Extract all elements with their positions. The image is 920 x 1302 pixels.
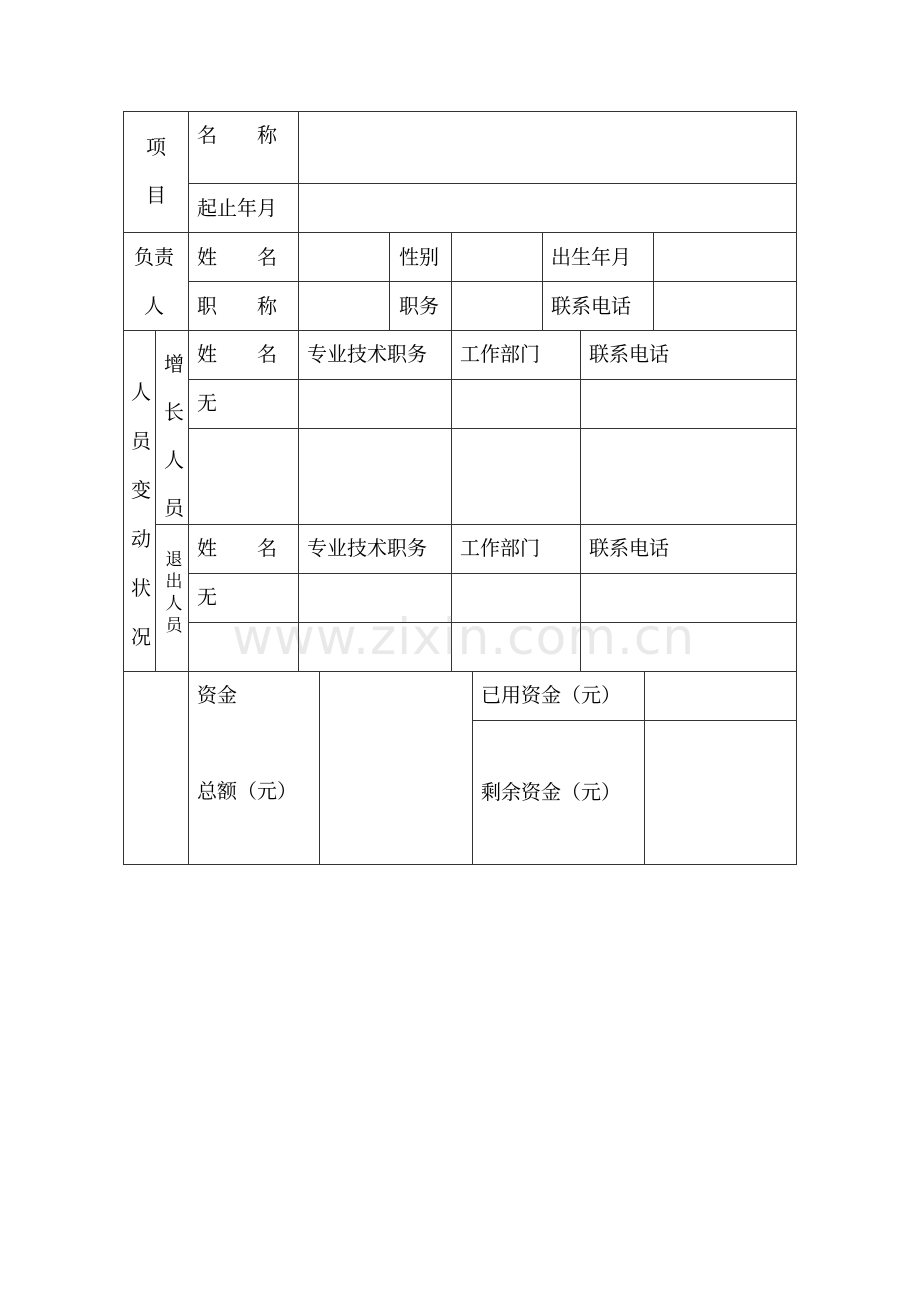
staff-change-char: 变: [131, 478, 151, 502]
leader-title-label: 职 称: [197, 294, 277, 318]
grid-line: [451, 232, 452, 331]
grid-line: [644, 671, 645, 865]
grid-line: [472, 671, 473, 865]
grid-line: [188, 111, 189, 865]
added-header-name: 姓 名: [197, 342, 277, 366]
project-label: [144, 123, 168, 219]
grid-line: [188, 379, 797, 380]
grid-line: [188, 183, 797, 184]
grid-line: [472, 720, 797, 721]
funds-used-label: 已用资金（元）: [481, 683, 621, 707]
exited-header-department: 工作部门: [460, 536, 540, 560]
grid-line: [298, 232, 299, 331]
grid-line: [123, 232, 797, 233]
project-label-char: 目: [146, 183, 166, 207]
watermark-text: www.zixin.com.cn: [232, 608, 696, 666]
leader-label-line2: 人: [144, 294, 164, 318]
funds-remaining-label: 剩余资金（元）: [481, 780, 621, 804]
leader-label-line1: 负责: [134, 245, 174, 269]
exited-header-phone: 联系电话: [589, 536, 669, 560]
staff-change-char: 状: [131, 576, 151, 600]
grid-line: [319, 671, 320, 865]
added-staff-char: 人: [164, 448, 184, 472]
grid-line: [123, 671, 797, 672]
exited-row-value: 无: [197, 585, 217, 609]
grid-line: [188, 281, 797, 282]
added-header-title: 专业技术职务: [307, 342, 427, 366]
project-period-label: 起止年月: [197, 196, 277, 220]
exited-staff-char: 员: [165, 616, 183, 636]
grid-line: [123, 330, 797, 331]
grid-line: [155, 330, 156, 672]
leader-phone-label: 联系电话: [551, 294, 631, 318]
grid-line: [155, 524, 797, 525]
grid-line: [542, 232, 543, 331]
added-row-value: 无: [197, 391, 217, 415]
added-staff-char: 增: [164, 352, 184, 376]
exited-staff-label: [163, 549, 185, 637]
exited-header-title: 专业技术职务: [307, 536, 427, 560]
project-label-char: 项: [146, 135, 166, 159]
grid-line: [653, 232, 654, 331]
added-header-department: 工作部门: [460, 342, 540, 366]
table-border-right: [796, 111, 797, 865]
exited-header-name: 姓 名: [197, 536, 277, 560]
added-staff-char: 员: [164, 496, 184, 520]
grid-line: [389, 232, 390, 331]
leader-birth-label: 出生年月: [551, 245, 631, 269]
leader-name-label: 姓 名: [197, 245, 277, 269]
funds-total-label-line2: 总额（元）: [197, 779, 297, 803]
staff-change-char: 况: [131, 625, 151, 649]
staff-change-char: 人: [131, 380, 151, 404]
exited-staff-char: 出: [165, 572, 183, 592]
added-staff-label: [162, 340, 186, 532]
table-border-top: [123, 111, 797, 112]
leader-position-label: 职务: [399, 294, 439, 318]
added-header-phone: 联系电话: [589, 342, 669, 366]
table-border-bottom: [123, 864, 797, 865]
grid-line: [298, 111, 299, 233]
grid-line: [188, 573, 797, 574]
staff-change-char: 动: [131, 527, 151, 551]
funds-total-label-line1: 资金: [197, 683, 237, 707]
exited-staff-char: 人: [165, 594, 183, 614]
staff-change-label: [129, 368, 153, 662]
added-staff-char: 长: [164, 400, 184, 424]
exited-staff-char: 退: [165, 550, 183, 570]
project-name-label: 名 称: [197, 123, 277, 147]
table-border-left: [123, 111, 124, 865]
leader-gender-label: 性别: [399, 245, 439, 269]
staff-change-char: 员: [131, 429, 151, 453]
grid-line: [188, 428, 797, 429]
